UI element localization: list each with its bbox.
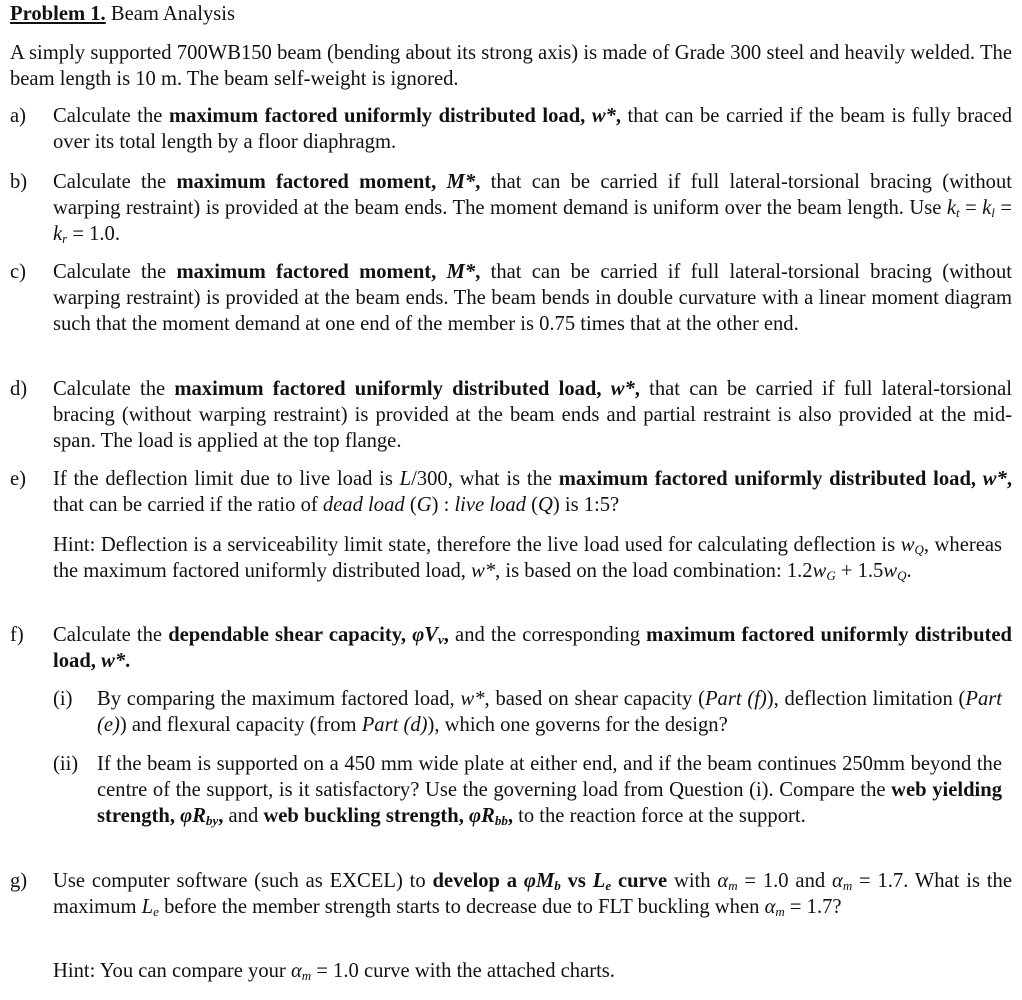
part-e-text: If the deflection limit due to live load is L/300, what is the maximum factored uniformly distributed load, w*, that can be carried if the ratio of dead load (G) : live load (Q) is 1:5? xyxy=(53,468,1012,516)
part-f-ii-text: If the beam is supported on a 450 mm wide plate at either end, and if the beam continues 250mm beyond the centre of the support, is it satisfactory? Use the governing load from Question (i). Compare the web yielding strength, $\varphi R_{by}$, and web buckling strength, $\varphi R_{bb}$, to the reaction force at the support. xyxy=(97,753,1002,828)
part-f-i-label: (i) xyxy=(53,688,73,710)
part-f-text: Calculate the dependable shear capacity, $\varphi V_v$, and the corresponding maximum factored uniformly distributed load, w*. xyxy=(53,624,1012,672)
part-c xyxy=(10,259,1012,337)
part-b-label: b) xyxy=(10,171,28,193)
part-b-text: Calculate the maximum factored moment, M*, that can be carried if full lateral-torsional bracing (without warping restraint) is provided at the beam ends. The moment demand is uniform over the beam length. Use $k_t = k_l = k_r = 1.0$. xyxy=(53,171,1012,246)
part-c-text: Calculate the maximum factored moment, M*, that can be carried if full lateral-torsional bracing (without warping restraint) is provided at the beam ends. The beam bends in double curvature with a linear moment diagram such that the moment demand at one end of the member is 0.75 times that at the other end. xyxy=(53,261,1012,335)
problem-number: Problem 1. xyxy=(10,3,106,25)
problem-heading: Beam Analysis xyxy=(110,3,236,25)
part-e-hint: Hint: Deflection is a serviceability limit state, therefore the live load used for calculating deflection is $w_Q$, whereas the maximum factored uniformly distributed load, w*, is based on the load combination: $1.2w_G + 1.5w_Q$. xyxy=(53,534,1002,583)
part-f xyxy=(10,622,1012,674)
problem-title xyxy=(10,1,235,27)
part-g-text: Use computer software (such as EXCEL) to develop a $\varphi M_b$ vs $L_e$ curve with $\alpha_m = 1.0$ and $\alpha_m = 1.7$. What is the maximum $L_e$ before the member strength starts to decrease due to FLT buckling when $\alpha_m = 1.7$? xyxy=(53,870,1012,919)
part-b xyxy=(10,169,1012,247)
part-g xyxy=(10,868,1012,920)
part-f-i xyxy=(53,686,1002,738)
part-a-text: Calculate the maximum factored uniformly distributed load, w*, that can be carried if the beam is fully braced over its total length by a floor diaphragm. xyxy=(53,105,1012,153)
part-g-label: g) xyxy=(10,870,28,892)
part-d-label: d) xyxy=(10,378,28,400)
part-f-ii xyxy=(53,751,1002,829)
part-f-i-text: By comparing the maximum factored load, w*, based on shear capacity (Part (f)), deflection limitation (Part (e)) and flexural capacity (from Part (d)), which one governs for the design? xyxy=(97,688,1003,736)
part-d xyxy=(10,376,1012,454)
part-g-hint: Hint: You can compare your $\alpha_m = 1.0$ curve with the attached charts. xyxy=(53,960,615,983)
part-e xyxy=(10,466,1012,518)
part-a xyxy=(10,103,1012,155)
part-a-label: a) xyxy=(10,105,26,127)
part-d-text: Calculate the maximum factored uniformly distributed load, w*, that can be carried if full lateral-torsional bracing (without warping restraint) is provided at the beam ends and partial restraint is also provided at the mid-span. The load is applied at the top flange. xyxy=(53,378,1012,452)
problem-intro: A simply supported 700WB150 beam (bending about its strong axis) is made of Grade 300 steel and heavily welded. The beam length is 10 m. The beam self-weight is ignored. xyxy=(10,42,1012,90)
part-e-label: e) xyxy=(10,468,26,490)
part-f-label: f) xyxy=(10,624,24,646)
part-c-label: c) xyxy=(10,261,26,283)
part-f-ii-label: (ii) xyxy=(53,753,79,775)
